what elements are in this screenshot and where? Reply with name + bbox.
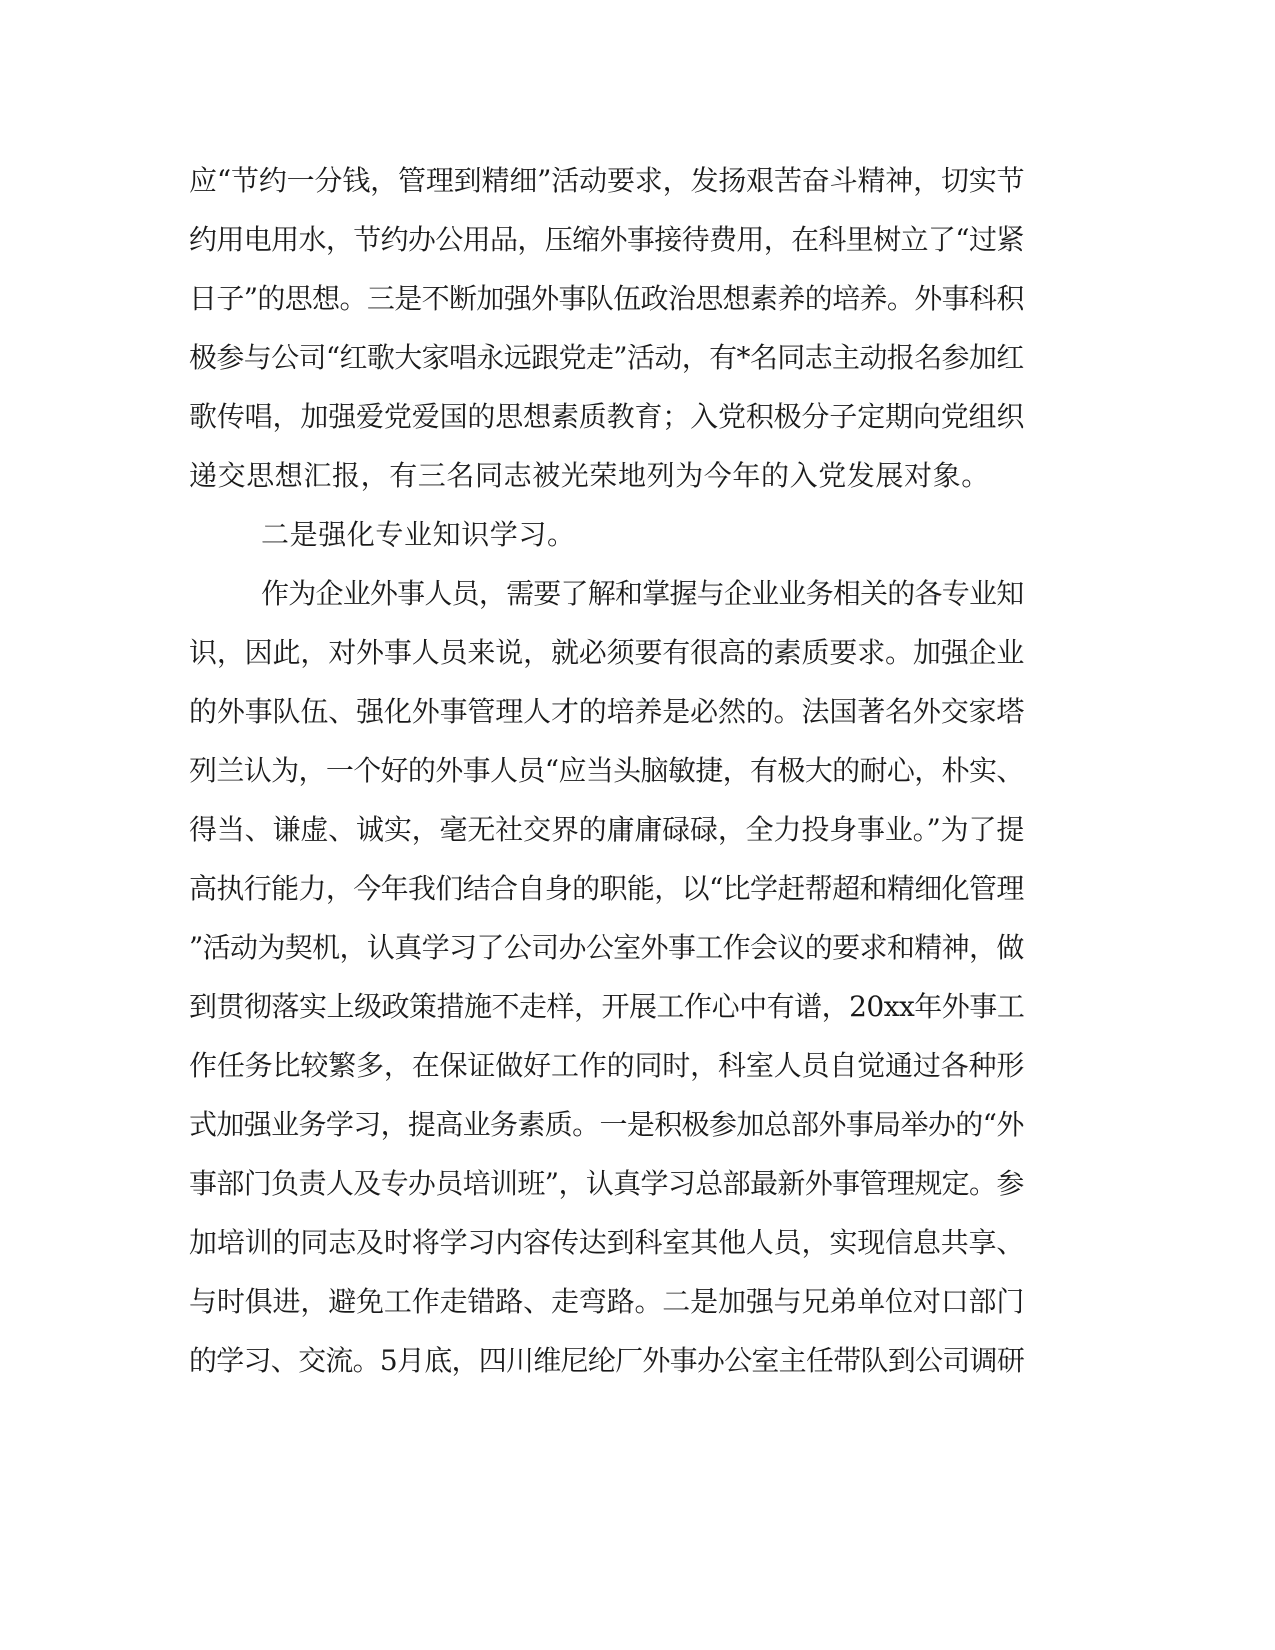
text-line: 得当、谦虚、诚实，毫无社交界的庸庸碌碌，全力投身事业。”为了提 <box>189 813 1025 846</box>
text-line: 作任务比较繁多，在保证做好工作的同时，科室人员自觉通过各种形 <box>189 1049 1025 1082</box>
text-line: 的学习、交流。5月底，四川维尼纶厂外事办公室主任带队到公司调研 <box>189 1344 1025 1377</box>
text-line: 递交思想汇报，有三名同志被光荣地列为今年的入党发展对象。 <box>189 459 990 492</box>
text-line: 识，因此，对外事人员来说，就必须要有很高的素质要求。加强企业 <box>189 636 1025 669</box>
text-line: 作为企业外事人员，需要了解和掌握与企业业务相关的各专业知 <box>261 577 1024 610</box>
text-line: 极参与公司“红歌大家唱永远跟党走”活动，有*名同志主动报名参加红 <box>189 341 1024 374</box>
text-line: 应“节约一分钱，管理到精细”活动要求，发扬艰苦奋斗精神，切实节 <box>189 164 1025 197</box>
text-line: 事部门负责人及专办员培训班”，认真学习总部最新外事管理规定。参 <box>189 1167 1024 1200</box>
text-line: 与时俱进，避免工作走错路、走弯路。二是加强与兄弟单位对口部门 <box>189 1285 1025 1318</box>
text-line: 式加强业务学习，提高业务素质。一是积极参加总部外事局举办的“外 <box>189 1108 1024 1141</box>
text-line: 加培训的同志及时将学习内容传达到科室其他人员，实现信息共享、 <box>189 1226 1025 1259</box>
text-line: ”活动为契机，认真学习了公司办公室外事工作会议的要求和精神，做 <box>189 931 1024 964</box>
text-line: 约用电用水，节约办公用品，压缩外事接待费用，在科里树立了“过紧 <box>189 223 1024 256</box>
text-line: 列兰认为，一个好的外事人员“应当头脑敏捷，有极大的耐心，朴实、 <box>189 754 1024 787</box>
text-line: 到贯彻落实上级政策措施不走样，开展工作心中有谱，20xx年外事工 <box>189 990 1025 1023</box>
text-line: 歌传唱，加强爱党爱国的思想素质教育；入党积极分子定期向党组织 <box>189 400 1025 433</box>
text-line: 高执行能力，今年我们结合自身的职能，以“比学赶帮超和精细化管理 <box>189 872 1024 905</box>
section-heading: 二是强化专业知识学习。 <box>261 518 576 551</box>
text-line: 日子”的思想。三是不断加强外事队伍政治思想素养的培养。外事科积 <box>189 282 1024 315</box>
text-line: 的外事队伍、强化外事管理人才的培养是必然的。法国著名外交家塔 <box>189 695 1025 728</box>
